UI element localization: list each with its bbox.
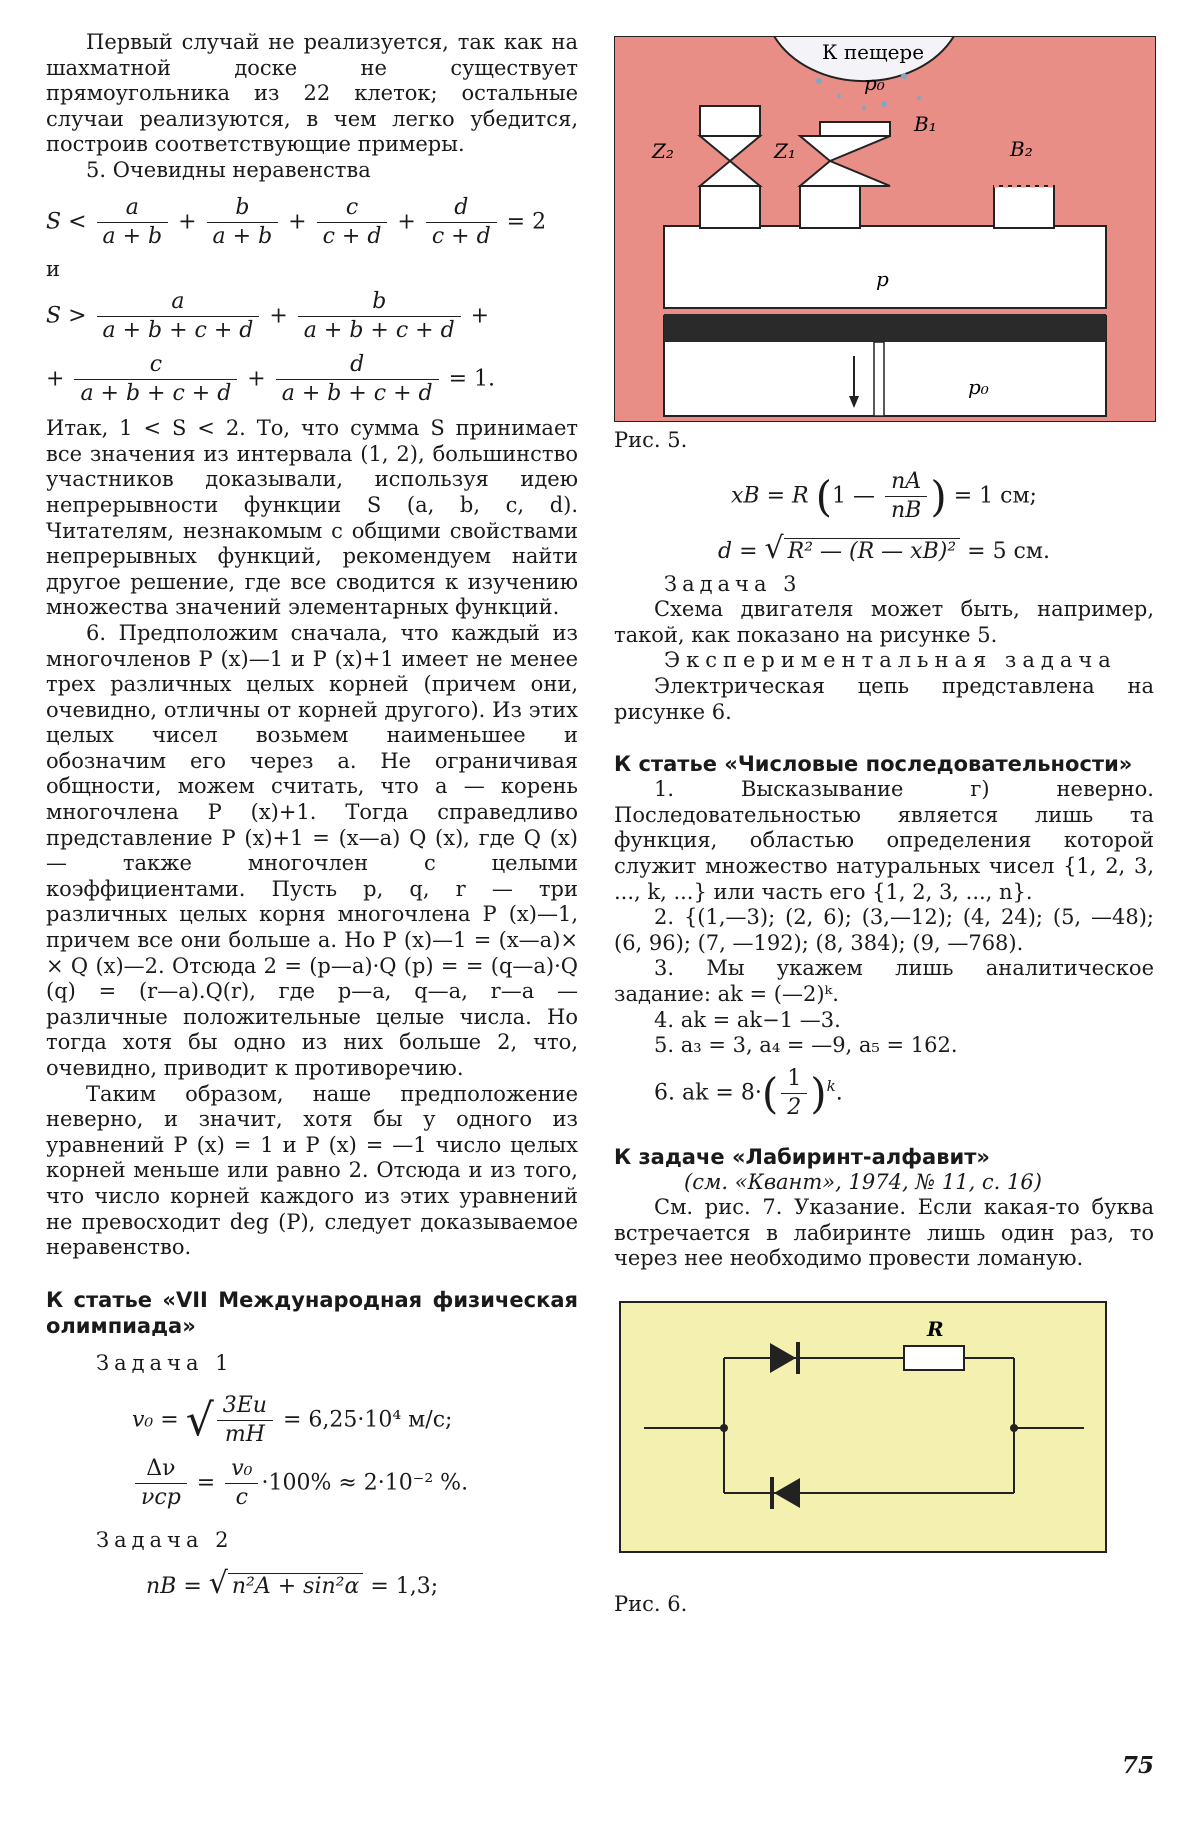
inequality-lower-cont: + $\frac{c}{a + b + c + d}$ + $\frac{d}{a + b + c + d}$ = 1. <box>46 352 496 407</box>
sequence-answers <box>614 777 1154 1122</box>
section-heading: К статье «Числовые последовательности» <box>614 752 1133 777</box>
list-item: 3. Мы укажем лишь аналитическое задание: ak = (—2)ᵏ. <box>614 956 1154 1006</box>
task-label: Задача 1 <box>96 1350 234 1375</box>
formula-d: d = √ R² — (R — xB)² = 5 см. <box>718 530 1050 566</box>
item-5: 5. Очевидны неравенства <box>86 157 371 182</box>
inequality-lower: S > $\frac{a}{a + b + c + d}$ + $\frac{b}{a + b + c + d}$ + <box>46 289 490 344</box>
label-r: R <box>927 1317 944 1342</box>
list-item: 4. ak = ak−1 —3. <box>654 1007 841 1032</box>
page-number: 75 <box>1122 1752 1155 1779</box>
section-heading: К задаче «Лабиринт-алфавит» <box>614 1144 990 1169</box>
list-item: 2. {(1,—3); (2, 6); (3,—12); (4, 24); (5, —48); (6, 96); (7, —192); (8, 384); (9, —768). <box>614 905 1154 955</box>
resistor <box>904 1346 964 1370</box>
task-label: Экспериментальная задача <box>664 648 1117 673</box>
formula-v0: v₀ = √ $\frac{3Eи}{mН}$ = 6,25·10⁴ м/с; <box>132 1393 453 1448</box>
paragraph: Итак, 1 < S < 2. То, что сумма S принимает все значения из интервала (1, 2), большинство участников доказывали, используя идею непрерывности функции S (a, b, c, d). Читателям, незнакомым с общими свойствами непрерывных функций, рекомендуем найти другое решение, где все сводится к изучению множества значений элементарных функций. <box>46 416 578 620</box>
left-column <box>46 30 578 1607</box>
label-z1: Z₁ <box>774 139 796 163</box>
label-z2: Z₂ <box>652 139 674 163</box>
figure-5-caption: Рис. 5. <box>614 428 688 452</box>
and-word: и <box>46 256 60 281</box>
label-p: p <box>876 267 889 291</box>
figure-6 <box>614 1298 1114 1556</box>
figure-6-caption: Рис. 6. <box>614 1592 688 1617</box>
label-cave: К пещере <box>822 40 925 64</box>
task-label: Задача 2 <box>96 1528 234 1553</box>
paragraph: Электрическая цепь представлена на рисунке 6. <box>614 673 1154 724</box>
list-item: 5. a₃ = 3, a₄ = —9, a₅ = 162. <box>654 1033 958 1058</box>
rod <box>874 342 884 416</box>
right-column <box>614 36 1154 1618</box>
label-b1: B₁ <box>914 112 937 136</box>
formula-nb: nB = √ n²A + sin²α = 1,3; <box>146 1565 439 1601</box>
section-heading: К статье «VII Международная физическая олимпиада» <box>46 1287 578 1338</box>
item-6: 6. Предположим сначала, что каждый из многочленов P (x)—1 и P (x)+1 имеет не менее трех различных целых корней (причем они, очевидно, отличны от корней другого). Из этих целых чисел возьмем наименьшее и обозначим его через a. Не ограничивая общности, можем считать, что a — корень многочлена P (x)+1. Тогда справедливо представление P (x)+1 = (x—a) Q (x), где Q (x) — также многочлен с целыми коэффициентами. Пусть p, q, r — три различных целых корня многочлена P (x)—1, причем все они больше a. Но P (x)—1 = (x—a)× × Q (x)—2. Отсюда 2 = (p—a)·Q (p) = = (q—a)·Q (q) = (r—a).Q(r), где p—a, q—a, r—a — различные положительные целые числа. Но тогда хотя бы одно из них больше 2, что, очевидно, приводит к противоречию. <box>46 620 578 1080</box>
reference: (см. «Квант», 1974, № 11, с. 16) <box>684 1169 1042 1194</box>
list-item: 6. ak = 8·( $\frac{1}{2}$ )$^k$. <box>654 1065 843 1120</box>
paragraph: Схема двигателя может быть, например, такой, как показано на рисунке 5. <box>614 597 1154 647</box>
formula-dv: $\frac{\Delta\nu}{\text{νср}}$ = $\frac{\text{v₀}}{c}$ ·100% ≈ 2·10⁻² %. <box>132 1455 578 1512</box>
paragraph: Первый случай не реализуется, так как на шахматной доске не существует прямоугольника из 22 клеток; остальные случаи реализуются, в чем легко убедится, построив соответствующие примеры. <box>46 30 578 157</box>
figure-5 <box>614 36 1156 422</box>
paragraph: См. рис. 7. Указание. Если какая-то буква встречается в лабиринте лишь один раз, то через нее необходимо провести ломаную. <box>614 1195 1154 1271</box>
piston <box>664 314 1106 342</box>
paragraph: Таким образом, наше предположение неверно, и значит, хотя бы у одного из уравнений P (x) = 1 и P (x) = —1 число целых корней меньше или равно 2. Отсюда и из того, что число корней каждого из этих уравнений не превосходит deg (P), следует доказываемое неравенство. <box>46 1081 578 1260</box>
label-b2: B₂ <box>1010 137 1033 161</box>
inequality-upper: S < $\frac{a}{a + b}$ + $\frac{b}{a + b}$ + $\frac{c}{c + d}$ + $\frac{d}{c + d}$ = 2 <box>46 194 547 249</box>
list-item: 1. Высказывание г) неверно. Последовательностью является лишь та функция, областью определения которой служит множество натуральных чисел {1, 2, 3, ..., k, ...} или часть его {1, 2, 3, ..., n}. <box>614 777 1154 904</box>
task-label: Задача 3 <box>664 571 802 596</box>
label-p0-bottom: p₀ <box>968 375 989 399</box>
label-p0-top: p₀ <box>864 71 885 95</box>
formula-xb: xB = R (1 — $\frac{nA}{nB}$ ) = 1 см; <box>731 468 1037 523</box>
